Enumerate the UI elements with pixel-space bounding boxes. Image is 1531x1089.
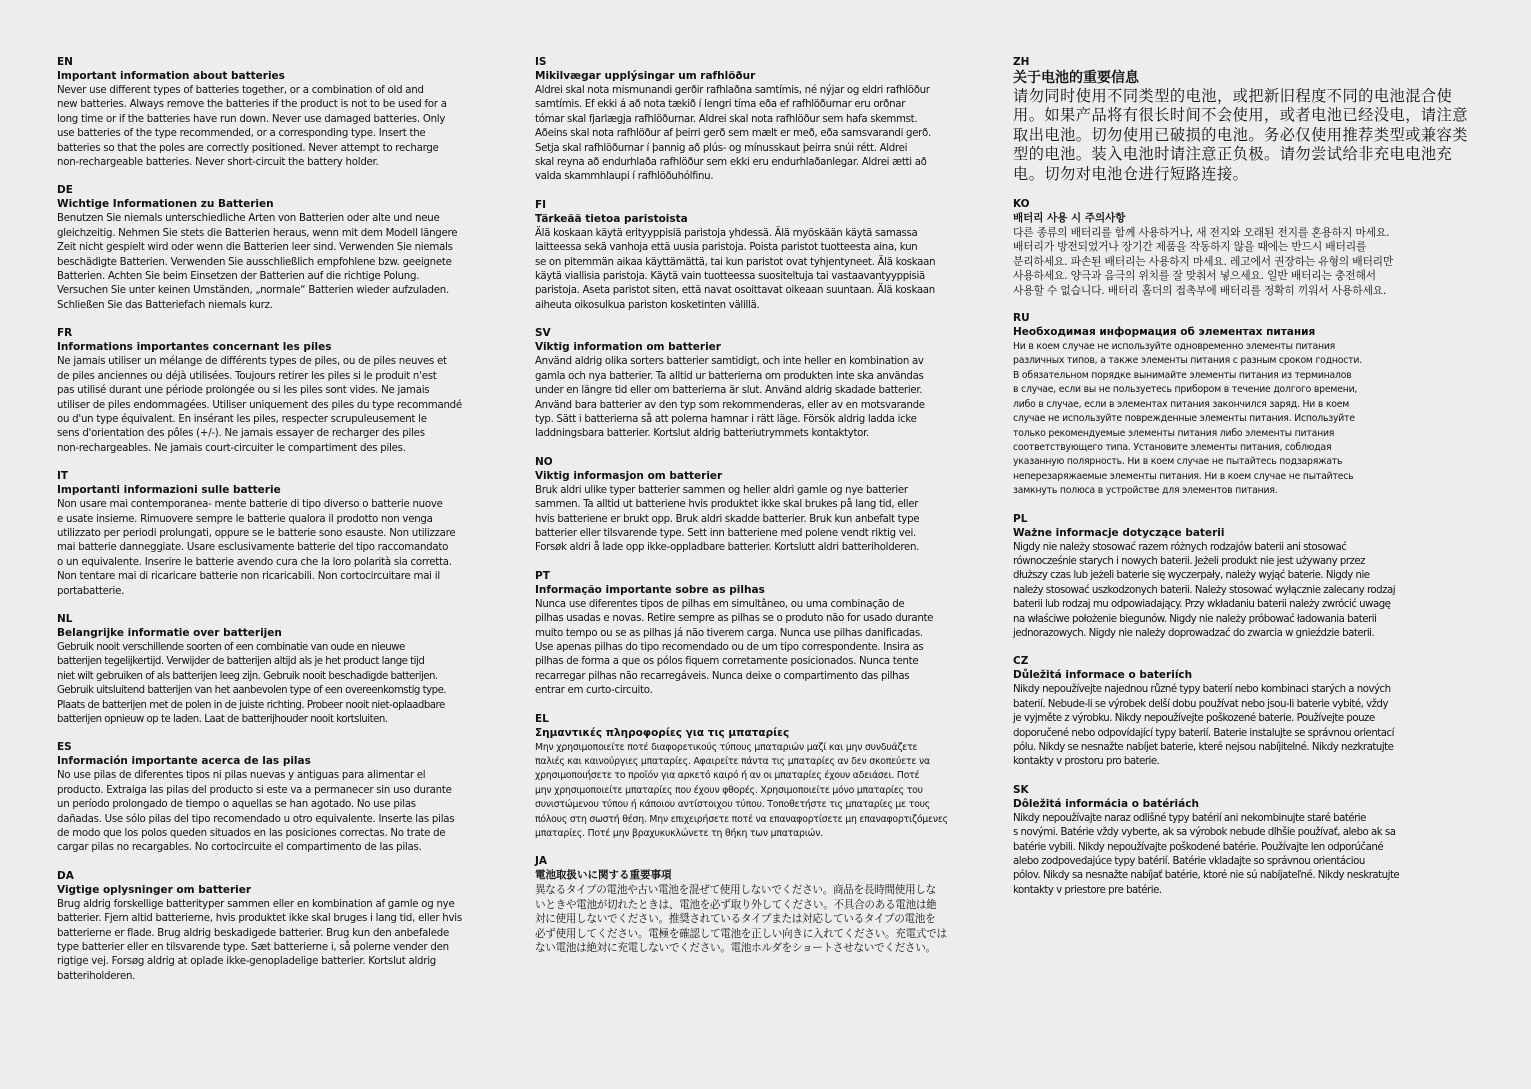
section-de xyxy=(57,184,519,313)
section-cz xyxy=(1013,655,1475,769)
section-body: Non usare mai contemporanea- mente batterie di tipo diverso o batterie nuove e usate insieme. Rimuovere sempre le batterie qualora il prodotto non venga utilizzato per periodi prolungati, oppure se le batterie sono esauste. Non utilizzare mai batterie danneggiate. Usare esclusivamente batterie del tipo raccomandato o un equivalente. Inserire le batterie avendo cura che la loro polarità sia corretta. Non tentare mai di ricaricare batterie non ricaricabili. Non cortocircuitare mai il portabatterie. xyxy=(57,499,456,597)
language-code: ZH xyxy=(1013,56,1030,68)
section-zh xyxy=(1013,56,1475,184)
column-3 xyxy=(1013,56,1475,898)
section-title: Viktig information om batterier xyxy=(535,341,721,354)
language-code: ES xyxy=(57,741,72,754)
language-code: SV xyxy=(535,327,551,340)
section-title: Información importante acerca de las pilas xyxy=(57,755,311,768)
language-code: IS xyxy=(535,56,547,68)
language-code: RU xyxy=(1013,312,1030,325)
language-code: PL xyxy=(1013,512,1028,525)
language-code: CZ xyxy=(1013,655,1029,668)
section-ru xyxy=(1013,312,1475,498)
section-title: Ważne informacje dotyczące baterii xyxy=(1013,526,1225,539)
language-code: FR xyxy=(57,327,73,340)
section-is xyxy=(535,56,997,185)
section-title: Informations importantes concernant les piles xyxy=(57,341,332,354)
language-code: DE xyxy=(57,184,73,197)
section-body: Bruk aldri ulike typer batterier sammen og heller aldri gamle og nye batterier sammen. Ta alltid ut batteriene hvis produktet ikke skal brukes på lang tid, eller hvis batteriene er brukt opp. Bruk aldri skadde batterier. Bruk kun anbefalt type batterier eller tilsvarende type. Sett inn batteriene med polene vendt riktig vei. Forsøk aldri å lade opp ikke-oppladbare batterier. Kortslutt aldri batteriholderen. xyxy=(535,484,920,554)
section-fi xyxy=(535,199,997,313)
section-en xyxy=(57,56,519,170)
section-title: Viktig informasjon om batterier xyxy=(535,469,723,482)
section-fr xyxy=(57,327,519,456)
section-title: 배터리 사용 시 주의사항 xyxy=(1013,212,1126,225)
section-body: Brug aldrig forskellige batterityper sammen eller en kombination af gamle og nye batterier. Fjern altid batterierne, hvis produktet ikke skal bruges i lang tid, eller hvis batterierne er flade. Brug aldrig beskadigede batterier. Brug kun den anbefalede type batterier eller en tilsvarende type. Sæt batterierne i, så polerne vender den rigtige vej. Forsøg aldrig at oplade ikke-genopladelige batterier. Kortslut aldrig batteriholderen. xyxy=(57,898,462,982)
section-body: Ne jamais utiliser un mélange de différents types de piles, ou de piles neuves et de piles anciennes ou déjà utilisées. Toujours retirer les piles si le produit n'est pas utilisé durant une période prolongée ou si les piles sont vides. Ne jamais utiliser de piles endommagées. Utiliser uniquement des piles du type recommandé ou d'un type équivalent. En insérant les piles, respecter scrupuleusement le sens d'orientation des pôles (+/-). Ne jamais essayer de recharger des piles non-rechargeables. Ne jamais court-circuiter le compartiment des piles. xyxy=(57,356,462,454)
section-title: Tärkeää tietoa paristoista xyxy=(535,212,688,225)
section-da xyxy=(57,870,519,984)
section-body: Μην χρησιμοποιείτε ποτέ διαφορετικούς τύπους μπαταριών μαζί και μην συνδυάζετε παλιές και καινούργιες μπαταρίες. Αφαιρείτε πάντα τις μπαταρίες αν δεν σκοπεύετε να χρησιμοποιήσετε το προϊόν για αρκετό καιρό ή αν οι μπαταρίες έχουν αδειάσει. Ποτέ μην χρησιμοποιείτε μπαταρίες που έχουν φθορές. Χρησιμοποιείτε μόνο μπαταρίες του συνιστώμενου τύπου ή κάποιου αντίστοιχου τύπου. Τοποθετήστε τις μπαταρίες με τους πόλους στη σωστή θέση. Μην επιχειρήσετε ποτέ να επαναφορτίσετε μη επαναφορτιζόμενες μπαταρίες. Ποτέ μην βραχυκυκλώνετε τη θήκη των μπαταριών. xyxy=(535,741,948,840)
section-title: Important information about batteries xyxy=(57,70,285,82)
section-pt xyxy=(535,570,997,699)
section-title: Σημαντικές πληροφορίες για τις μπαταρίες xyxy=(535,726,790,739)
language-code: SK xyxy=(1013,783,1029,796)
section-title: 電池取扱いに関する重要事項 xyxy=(535,869,672,882)
section-sv xyxy=(535,327,997,441)
section-body: 異なるタイプの電池や古い電池を混ぜて使用しないでください。商品を長時間使用しな いときや電池が切れたときは、電池を必ず取り外してください。不具合のある電池は絶 対に使用しないでください。推奨されているタイプまたは対応しているタイプの電池を 必ず使用してください。電極を確認して電池を正しい向きに入れてください。充電式では ない電池は絶対に充電しないでください。電池ホルダをショートさせないでください。 xyxy=(535,884,947,955)
column-1 xyxy=(57,56,519,984)
section-body: Använd aldrig olika sorters batterier samtidigt, och inte heller en kombination av gamla och nya batterier. Ta alltid ur batterierna om produkten inte ska användas under en längre tid eller om batterierna är slut. Använd aldrig skadade batterier. Använd bara batterier av den typ som rekommenderas, eller av en motsvarande typ. Sätt i batterierna så att polerna hamnar i rätt läge. Försök aldrig ladda icke laddningsbara batterier. Kortslut aldrig batteriutrymmets kontaktytor. xyxy=(535,356,925,440)
section-title: Důležitá informace o bateriích xyxy=(1013,669,1193,682)
section-body: No use pilas de diferentes tipos ni pilas nuevas y antiguas para alimentar el producto. Extraiga las pilas del producto si este va a permanecer sin uso durante un período prolongado de tiempo o aquellas se han agotado. No use pilas dañadas. Use sólo pilas del tipo recomendado u otro equivalente. Inserte las pilas de modo que los polos queden situados en las posiciones correctas. No trate de cargar pilas no recargables. No cortocircuite el compartimento de las pilas. xyxy=(57,770,455,854)
section-body: Älä koskaan käytä erityyppisiä paristoja yhdessä. Älä myöskään käytä samassa laitteessa sekä vanhoja että uusia paristoja. Poista paristot tuotteesta aina, kun se on pitemmän aikaa käyttämättä, tai kun paristot ovat tyhjentyneet. Älä koskaan käytä viallisia paristoja. Käytä vain tuotteessa suositeltuja tai vastaavantyyppisiä paristoja. Aseta paristot siten, että navat osoittavat oikeaan suuntaan. Älä koskaan aiheuta oikosulkua pariston kosketinten välillä. xyxy=(535,227,936,311)
section-body: 请勿同时使用不同类型的电池，或把新旧程度不同的电池混合使 用。如果产品将有很长时间不会使用，或者电池已经没电，请注意 取出电池。切勿使用已破损的电池。务必仅使用推荐类型或兼容类 型的电池。装入电池时请注意正负极。请勿尝试给非充电电池充 电。切勿对电池仓进行短路连接。 xyxy=(1013,87,1468,183)
section-title: Vigtige oplysninger om batterier xyxy=(57,883,252,896)
section-body: Aldrei skal nota mismunandi gerðir rafhlaðna samtímis, né nýjar og eldri rafhlöður samtímis. Ef ekki á að nota tækið í lengri tíma eða ef rafhlöðurnar eru orðnar tómar skal fjarlægja rafhlöðurnar. Aldrei skal nota rafhlöður sem hafa skemmst. Aðeins skal nota rafhlöður af þeirri gerð sem mælt er með, eða samsvarandi gerð. Setja skal rafhlöðurnar í þannig að plús- og mínusskaut þeirra snúi rétt. Aldrei skal reyna að endurhlaða rafhlöður sem ekki eru endurhlaðanlegar. Aldrei ætti að valda skammhlaupi í rafhlöðuhólfinu. xyxy=(535,85,931,183)
language-code: JA xyxy=(535,855,548,868)
section-no xyxy=(535,456,997,556)
section-it xyxy=(57,470,519,599)
column-2 xyxy=(535,56,997,955)
section-title: 关于电池的重要信息 xyxy=(1013,70,1139,86)
section-title: Необходимая информация об элементах питания xyxy=(1013,326,1316,339)
section-pl xyxy=(1013,513,1475,642)
section-title: Belangrijke informatie over batterijen xyxy=(57,626,282,639)
language-code: PT xyxy=(535,569,550,582)
section-title: Importanti informazioni sulle batterie xyxy=(57,484,281,497)
section-title: Wichtige Informationen zu Batterien xyxy=(57,198,274,211)
section-title: Dôležitá informácia o batériách xyxy=(1013,797,1199,810)
section-nl xyxy=(57,613,519,727)
section-title: Informação importante sobre as pilhas xyxy=(535,583,765,596)
section-el xyxy=(535,713,997,842)
section-body: Nikdy nepoužívejte najednou různé typy baterií nebo kombinaci starých a nových baterií. Nebude-li se výrobek delší dobu používat nebo jsou-li baterie vybité, vždy je vyjměte z výrobku. Nikdy nepoužívejte poškozené baterie. Používejte pouze doporučené nebo odpovídající typy baterií. Baterie instalujte se správnou orientací pólu. Nikdy se nesnažte nabíjet baterie, které nejsou nabíjitelné. Nikdy nezkratujte kontakty v prostoru pro baterie. xyxy=(1013,684,1394,768)
language-code: FI xyxy=(535,198,547,211)
section-body: 다른 종류의 배터리를 함께 사용하거나, 새 전지와 오래된 전지를 혼용하지 마세요. 배터리가 방전되었거나 장기간 제품을 작동하지 않을 때에는 반드시 배터리를 분리하세요. 파손된 배터리는 사용하지 마세요. 레고에서 권장하는 유형의 배터리만 사용하세요. 양극과 음극의 위치를 잘 맞춰서 넣으세요. 일반 배터리는 충전해서 사용할 수 없습니다. 배터리 홀더의 접촉부에 배터리를 정확히 끼워서 사용하세요. xyxy=(1013,226,1394,297)
section-body: Nunca use diferentes tipos de pilhas em simultâneo, ou uma combinação de pilhas usadas e novas. Retire sempre as pilhas se o produto não for usado durante muito tempo ou se as pilhas já não tiverem carga. Nunca use pilhas danificadas. Use apenas pilhas do tipo recomendado ou de um tipo correspondente. Insira as pilhas de forma a que os pólos fiquem corretamente posicionados. Nunca tente recarregar pilhas não recarregáveis. Nunca deixe o compartimento das pilhas entrar em curto-circuito. xyxy=(535,598,934,697)
section-body: Nikdy nepoužívajte naraz odlišné typy batérií ani nekombinujte staré batérie s novými. Batérie vždy vyberte, ak sa výrobok nebude dlhšie používať, alebo ak sa batérie vybili. Nikdy nepoužívajte poškodené batérie. Používajte len odporúčané alebo zodpovedajúce typy batérií. Batérie vkladajte so správnou orientáciou pólov. Nikdy sa nesnažte nabíjať batérie, ktoré nie sú nabíjateľné. Nikdy neskratujte kontakty v priestore pre batérie. xyxy=(1013,812,1400,896)
language-code: DA xyxy=(57,869,74,882)
language-code: EN xyxy=(57,56,73,68)
section-body: Never use different types of batteries together, or a combination of old and new batteries. Always remove the batteries if the product is not to be used for a long time or if the batteries have run down. Never use damaged batteries. Only use batteries of the type recommended, or a corresponding type. Insert the batteries so that the poles are correctly positioned. Never attempt to recharge non-rechargeable batteries. Never short-circuit the battery holder. xyxy=(57,85,447,169)
section-ja xyxy=(535,855,997,955)
section-body: Gebruik nooit verschillende soorten of een combinatie van oude en nieuwe batterijen tegelijkertijd. Verwijder de batterijen altijd als je het product lange tijd niet wilt gebruiken of als batterijen leeg zijn. Gebruik nooit beschadigde batterijen. Gebruik uitsluitend batterijen van het aanbevolen type of een overeenkomstig type. Plaats de batterijen met de polen in de juiste richting. Probeer nooit niet-oplaadbare batterijen opnieuw op te laden. Laat de batterijhouder nooit kortsluiten. xyxy=(57,641,447,725)
language-code: NO xyxy=(535,455,553,468)
language-code: NL xyxy=(57,612,73,625)
language-code: KO xyxy=(1013,198,1030,211)
language-code: EL xyxy=(535,712,549,725)
section-sk xyxy=(1013,784,1475,898)
section-ko xyxy=(1013,198,1475,298)
section-body: Ни в коем случае не используйте одновременно элементы питания различных типов, а также элементы питания с разным сроком годности. В обязательном порядке вынимайте элементы питания из терминалов в случае, если вы не пользуетесь прибором в течение долгого времени, либо в случае, если в элементах питания закончился заряд. Ни в коем случае не используйте поврежденные элементы питания. Используйте только рекомендуемые элементы питания либо элементы питания соответствующего типа. Установите элементы питания, соблюдая указанную полярность. Ни в коем случае не пытайтесь подзаряжать неперезаряжаемые элементы питания. Ни в коем случае не пытайтесь замкнуть полюса в устройстве для элементов питания. xyxy=(1013,341,1362,497)
language-code: IT xyxy=(57,470,69,483)
section-title: Mikilvægar upplýsingar um rafhlöður xyxy=(535,70,756,82)
section-es xyxy=(57,741,519,855)
section-body: Benutzen Sie niemals unterschiedliche Arten von Batterien oder alte und neue gleichzeitig. Nehmen Sie stets die Batterien heraus, wenn mit dem Modell längere Zeit nicht gespielt wird oder wenn die Batterien leer sind. Verwenden Sie niemals beschädigte Batterien. Verwenden Sie ausschließlich empfohlene bzw. geeignete Batterien. Achten Sie beim Einsetzen der Batterien auf die richtige Polung. Versuchen Sie unter keinen Umständen, „normale“ Batterien wieder aufzuladen. Schließen Sie das Batteriefach niemals kurz. xyxy=(57,213,458,311)
section-body: Nigdy nie należy stosować razem różnych rodzajów baterii ani stosować równocześnie starych i nowych baterii. Jeżeli produkt nie jest używany przez dłuższy czas lub jeżeli baterie się wyczerpały, należy wyjąć baterie. Nigdy nie należy stosować uszkodzonych baterii. Należy stosować wyłącznie zalecany rodzaj baterii lub rodzaj mu odpowiadający. Przy wkładaniu baterii należy zwrócić uwagę na właściwe położenie biegunów. Nigdy nie należy próbować ładowania baterii jednorazowych. Nigdy nie należy doprowadzać do zwarcia w gnieździe baterii. xyxy=(1013,541,1396,639)
